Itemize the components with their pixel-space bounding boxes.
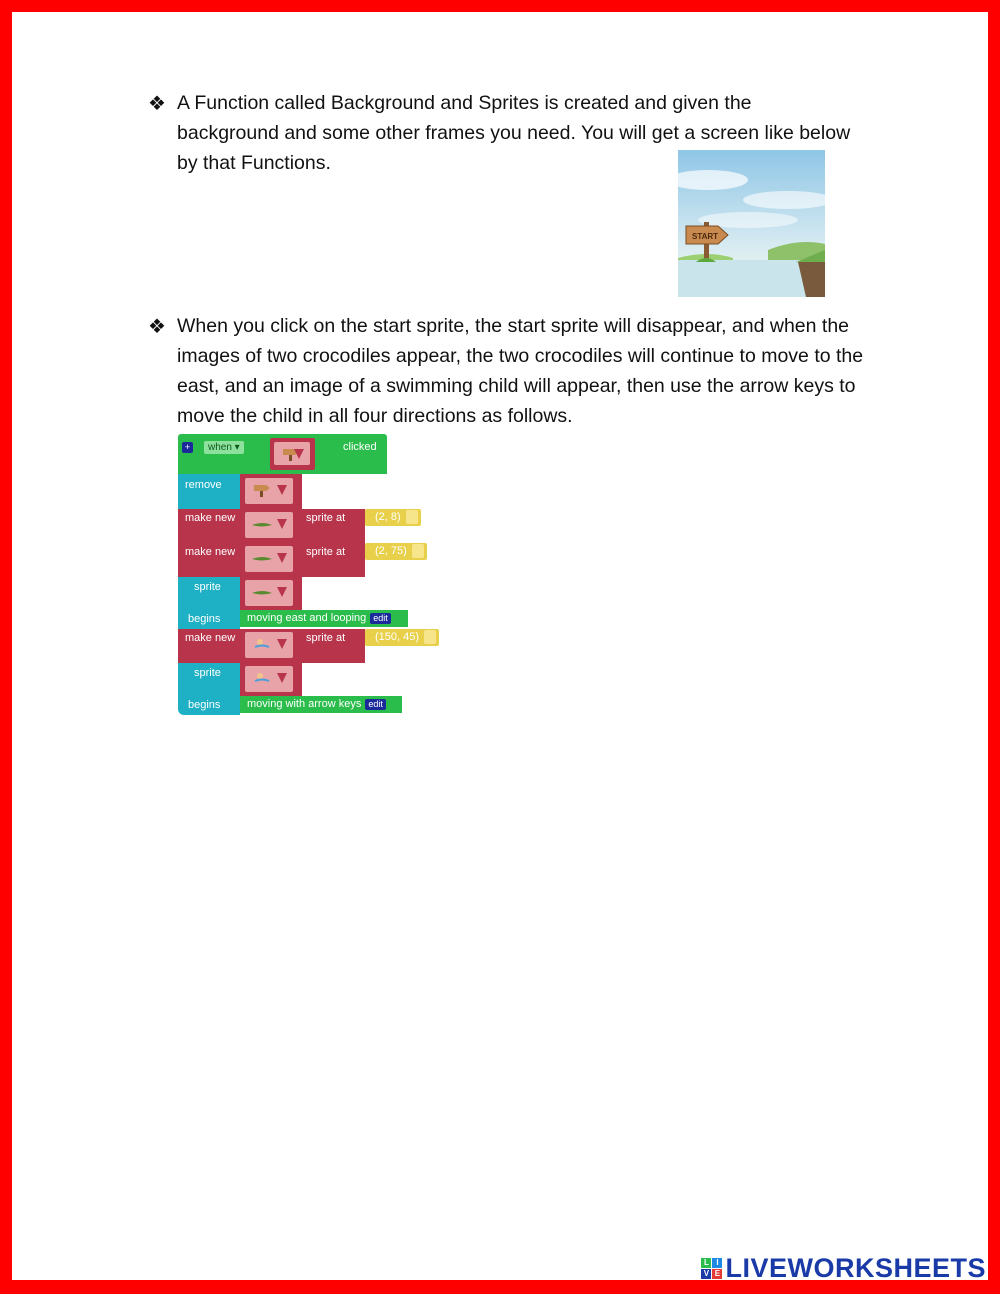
coord-text: (150, 45) <box>375 631 420 643</box>
start-sprite-dropdown[interactable] <box>274 442 310 465</box>
background-preview-image <box>678 150 825 297</box>
crocodile-sprite-dropdown-1[interactable] <box>245 512 293 538</box>
scene-illustration <box>678 150 825 297</box>
sprite-label: sprite <box>194 667 221 679</box>
chevron-down-icon <box>277 587 287 597</box>
chevron-down-icon <box>277 639 287 649</box>
sprite-begins-block-1[interactable] <box>178 577 240 629</box>
coord-text: (2, 8) <box>375 511 401 523</box>
when-dropdown[interactable]: when ▾ <box>204 441 244 454</box>
behavior-label: moving with arrow keys <box>247 698 362 710</box>
make-new-label: make new <box>185 512 236 524</box>
edit-button[interactable]: edit <box>365 699 386 710</box>
chevron-down-icon <box>277 553 287 563</box>
logo-text: LIVEWORKSHEETS <box>725 1252 986 1283</box>
sprite-at-label: sprite at <box>306 632 346 644</box>
remove-block[interactable] <box>178 474 240 509</box>
remove-sprite-dropdown[interactable] <box>245 478 293 504</box>
edit-button[interactable]: edit <box>370 613 391 624</box>
sprite-label: sprite <box>194 581 221 593</box>
code-blocks <box>178 434 448 719</box>
chevron-down-icon <box>277 519 287 529</box>
bulb-icon <box>424 630 436 644</box>
make-new-label: make new <box>185 546 236 558</box>
paragraph-functions: A Function called Background and Sprites is created and given the background and some other frames you need. You will get a screen like below by that Functions. <box>177 92 851 174</box>
crocodile-icon <box>251 550 273 566</box>
start-sign-icon <box>251 482 273 498</box>
behavior-arrow-keys[interactable] <box>240 696 402 713</box>
add-icon[interactable]: + <box>182 442 193 453</box>
make-new-label: make new <box>185 632 236 644</box>
coord-value-3[interactable] <box>365 629 439 646</box>
start-sign-label[interactable]: START <box>692 232 719 241</box>
bullet-icon: ❖ <box>148 91 166 115</box>
child-sprite-dropdown-2[interactable] <box>245 666 293 692</box>
coord-value-2[interactable] <box>365 543 427 560</box>
liveworksheets-logo <box>701 1254 986 1282</box>
bullet-icon: ❖ <box>148 314 166 338</box>
crocodile-sprite-dropdown-3[interactable] <box>245 580 293 606</box>
behavior-label: moving east and looping <box>247 612 367 624</box>
swimmer-icon <box>251 636 273 652</box>
sprite-at-label: sprite at <box>306 546 346 558</box>
coord-text: (2, 75) <box>375 545 407 557</box>
begins-label: begins <box>188 699 221 711</box>
logo-grid-icon: L I V E <box>701 1258 722 1279</box>
begins-label: begins <box>188 613 221 625</box>
remove-label: remove <box>185 479 222 491</box>
crocodile-icon <box>251 584 273 600</box>
behavior-moving-east[interactable] <box>240 610 408 627</box>
swimmer-icon <box>251 670 273 686</box>
bulb-icon <box>412 544 424 558</box>
crocodile-icon <box>251 516 273 532</box>
sprite-at-label: sprite at <box>306 512 346 524</box>
chevron-down-icon <box>277 673 287 683</box>
bulb-icon <box>406 510 418 524</box>
child-sprite-dropdown-1[interactable] <box>245 632 293 658</box>
chevron-down-icon <box>277 485 287 495</box>
chevron-down-icon <box>294 449 304 459</box>
crocodile-sprite-dropdown-2[interactable] <box>245 546 293 572</box>
clicked-label: clicked <box>343 441 377 453</box>
paragraph-instructions: When you click on the start sprite, the start sprite will disappear, and when the images of two crocodiles appear, the two crocodiles will continue to move to the east, and an image of a swimming child will appear, then use the arrow keys to move the child in all four directions as follows. <box>177 315 864 427</box>
coord-value-1[interactable] <box>365 509 421 526</box>
sprite-begins-block-2[interactable] <box>178 663 240 715</box>
